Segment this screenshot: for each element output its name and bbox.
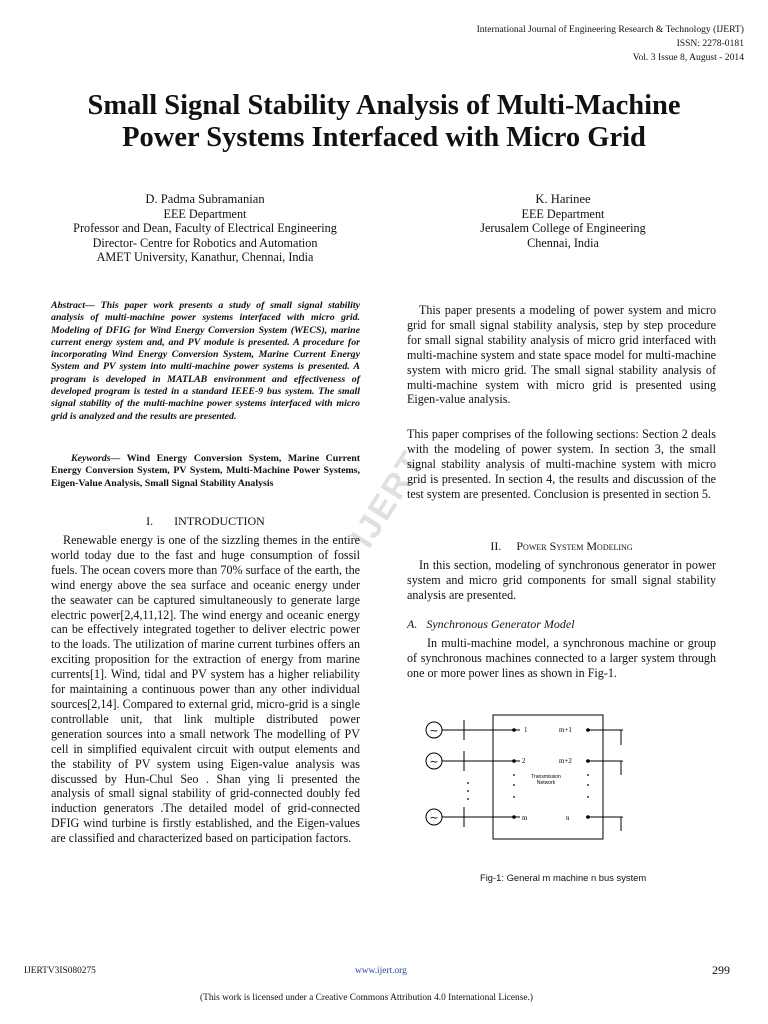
bus-2-label: 2	[522, 757, 526, 765]
bus-m2-label: m+2	[559, 757, 572, 765]
subsection-a-title: Synchronous Generator Model	[426, 617, 575, 631]
author-1-position: Professor and Dean, Faculty of Electrical Engineering	[73, 221, 337, 235]
abstract	[51, 300, 360, 423]
author-1	[50, 192, 360, 265]
generator-1-icon: ~	[429, 724, 439, 737]
subsection-a-paragraph: In multi-machine model, a synchronous machine or group of synchronous machines connected to a larger system through one or more power lines as shown in Fig-1.	[407, 636, 716, 680]
figure-1	[418, 705, 648, 847]
author-1-name: D. Padma Subramanian	[145, 192, 265, 206]
subsection-a-label: A.	[407, 617, 418, 631]
paper-title	[30, 90, 738, 154]
figure-1-caption: Fig-1: General m machine n bus system	[480, 872, 647, 883]
network-label-line-1: Transmission	[531, 774, 561, 780]
right-paragraph-2: This paper comprises of the following sections: Section 2 deals with the modeling of power system. In section 3, the small signal stability analysis of multi-machine system with micro grid is presented. In section 4, the results and discussion of the test system are presented. Conclusion is presented in section 5.	[407, 427, 716, 501]
generator-2-icon: ~	[429, 755, 439, 768]
paper-id: IJERTV3IS080275	[24, 966, 96, 976]
watermark: IJERT	[343, 444, 433, 555]
generator-m-icon: ~	[429, 811, 439, 824]
bus-m-label: m	[522, 814, 528, 822]
network-label-line-2: Network	[536, 780, 556, 786]
section-2-paragraph: In this section, modeling of synchronous generator in power system and micro grid components for small signal stability analysis are presented.	[407, 558, 716, 602]
bus-n-label: n	[566, 814, 570, 822]
abstract-text: This paper work presents a study of small signal stability analysis of multi-machine power systems interfaced with micro grid. Modeling of DFIG for Wind Energy Conversion System (WECS), marine current energy system and, and PV module is presented. A procedure for incorporating Wind Energy Conversion System, Marine Current Energy System and PV system into multi-machine power systems is presented. A program is developed in MATLAB environment and effectiveness of developed program is tested in a standard IEEE-9 bus system. The small signal stability of the multi-machine power systems interfaced with micro grid is analyzed and the results are presented.	[51, 300, 360, 422]
author-1-affiliation: AMET University, Kanathur, Chennai, India	[96, 250, 314, 264]
keywords-text: Wind Energy Conversion System, Marine Current Energy Conversion System, PV System, Multi-Machine Power Systems, Eigen-Value Analysis, Small Signal Stability Analysis	[51, 453, 360, 489]
title-line-2: Power Systems Interfaced with Micro Grid	[122, 122, 646, 153]
section-1-number: I.	[146, 514, 154, 528]
intro-paragraph: Renewable energy is one of the sizzling themes in the entire world today due to the fast and huge consumption of fossil fuels. The ocean covers more than 70% surface of the earth, the wind energy above the sea surface and oceanic energy under the seawater can be captured simultaneously to generate large electric power[2,4,11,12]. The wind energy and oceanic energy can be effectively integrated together to deliver electric power to the loads. The utilization of marine current turbines offers an exciting proposition for the extraction of energy from marine currents[1]. Wind, tidal and PV system has a higher reliability for maintaining a continuous power than any other individual sources[2,14]. Compared to external grid, micro-grid is a single controllable unit, that link multiple distributed power generation sources into a small network The modelling of PV cell in simplified equivalent circuit with output elements and the stability of PV system using Eigen-value analysis was discussed by Hun-Chul Seo . Shan ying li presented the analysis of small signal stability of grid-connected doubly fed induction generators .The detailed model of grid-connected DFIG wind turbine is firstly established, and the Eigen-values are classified and characterized based on participation factors.	[51, 533, 360, 846]
author-2-name: K. Harinee	[535, 192, 591, 206]
keywords	[51, 453, 360, 490]
author-1-role: Director- Centre for Robotics and Automation	[92, 235, 318, 250]
section-1-title: INTRODUCTION	[174, 514, 265, 528]
author-1-dept: EEE Department	[163, 206, 247, 221]
volume-issue: Vol. 3 Issue 8, August - 2014	[632, 52, 744, 63]
section-2-heading	[407, 539, 716, 554]
journal-url-link[interactable]: www.ijert.org	[355, 966, 407, 976]
section-2-number: II.	[490, 539, 502, 553]
license-note: (This work is licensed under a Creative Commons Attribution 4.0 International License.)	[200, 993, 533, 1003]
bus-system-diagram	[418, 705, 648, 847]
author-2-affiliation: Jerusalem College of Engineering	[480, 221, 646, 235]
section-2-title: Power System Modeling	[516, 539, 633, 553]
author-2	[408, 192, 718, 250]
subsection-a-heading	[407, 617, 716, 632]
title-line-1: Small Signal Stability Analysis of Multi-Machine	[87, 90, 681, 121]
right-paragraph-1: This paper presents a modeling of power system and micro grid for small signal stability analysis, step by step procedure for small signal stability analysis of micro grid interfaced with multi-machine system and state space model for multi-machine system with micro grid. The small signal stability analysis of multi-machine system with micro grid is presented using Eigen-value analysis.	[407, 303, 716, 407]
abstract-label: Abstract—	[51, 300, 95, 311]
issn: ISSN: 2278-0181	[676, 38, 744, 49]
section-1-heading	[51, 514, 360, 529]
author-2-location: Chennai, India	[527, 235, 599, 250]
bus-m1-label: m+1	[559, 726, 572, 734]
author-2-dept: EEE Department	[521, 206, 605, 221]
keywords-label: Keywords—	[71, 453, 121, 464]
page-number: 299	[712, 963, 730, 977]
bus-1-label: 1	[524, 726, 528, 734]
journal-name: International Journal of Engineering Research & Technology (IJERT)	[476, 24, 744, 35]
